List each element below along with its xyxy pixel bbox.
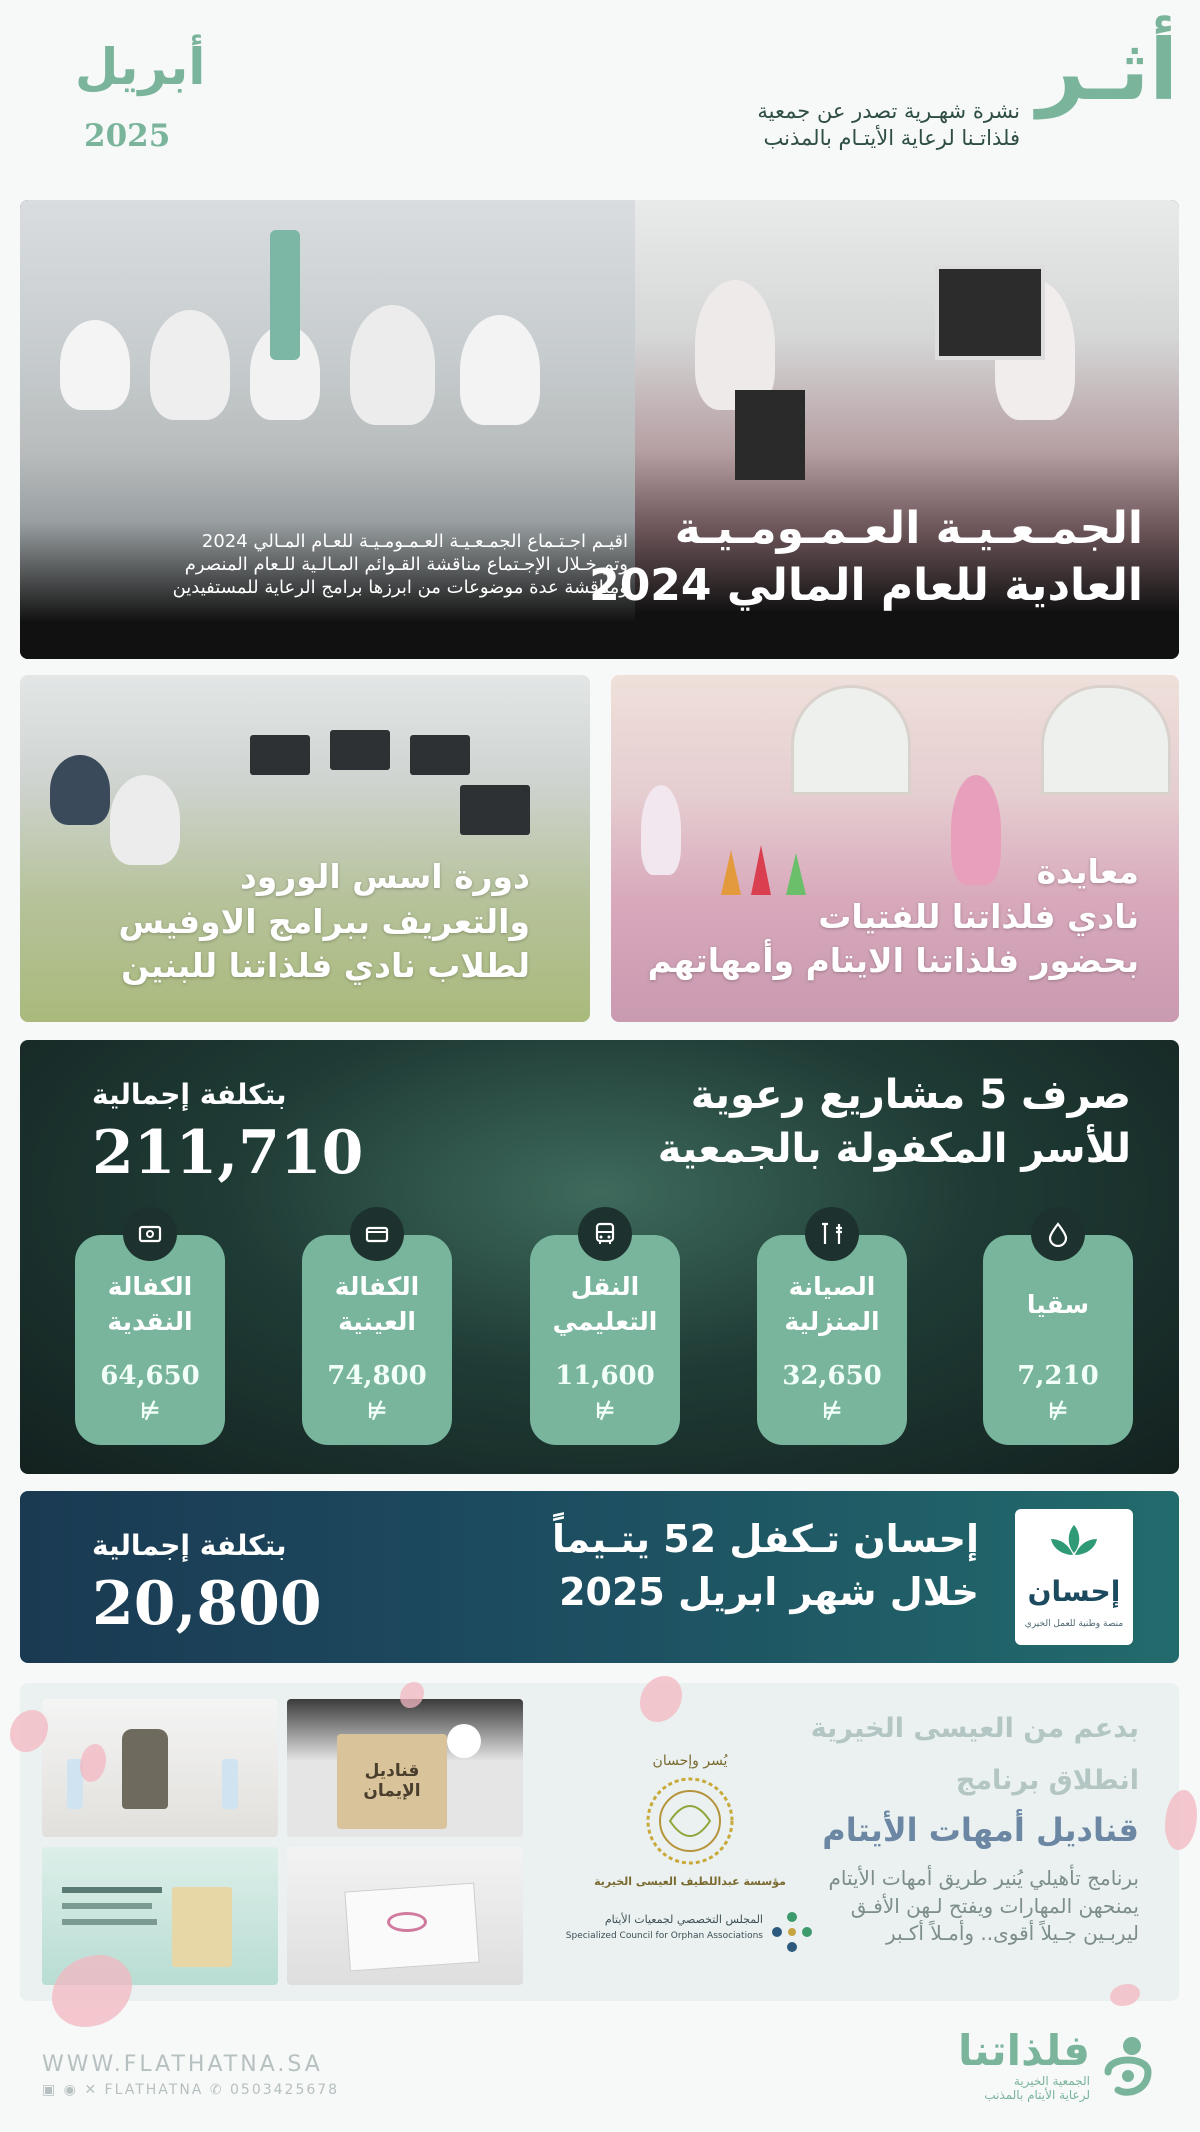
course-line-3: لطلاب نادي فلذاتنا للبنين — [121, 946, 530, 986]
general-assembly-title — [589, 500, 1143, 614]
project-label-2: النقدية — [107, 1307, 193, 1336]
program-photo-logo — [287, 1699, 523, 1837]
program-photo-tea — [42, 1699, 278, 1837]
flathatna-emblem-icon — [1096, 2032, 1160, 2102]
council-name-arabic: المجلس التخصصي لجمعيات الأيتام — [604, 1913, 763, 1926]
ihsan-title — [552, 1513, 979, 1619]
currency-symbol: ⊭ — [366, 1399, 388, 1424]
bus-icon — [578, 1207, 632, 1261]
project-value: 7,210 — [1017, 1361, 1099, 1391]
general-assembly-section — [20, 200, 1179, 659]
course-line-1: دورة اسس الورود — [239, 857, 530, 896]
foundation-name: مؤسسة عبداللطيف العيسى الخيرية — [594, 1875, 786, 1888]
ihsan-total-cost: 20,800 — [92, 1569, 322, 1639]
phone-number[interactable]: 0503425678 — [230, 2082, 340, 2098]
eid-celebration-card — [611, 675, 1179, 1022]
phone-icon: ✆ — [209, 2082, 231, 2098]
project-card-inkind — [302, 1235, 452, 1445]
program-desc-line-2: يمنحهن المهارات ويفتح لـهن الأفـق — [850, 1893, 1139, 1918]
projects-title-line-1: صرف 5 مشاريع رعوية — [690, 1072, 1131, 1118]
project-card-cash — [75, 1235, 225, 1445]
flathatna-subtitle-line-2: لرعاية الأيتام بالمذنب — [984, 2088, 1090, 2103]
flathatna-logo — [930, 2026, 1160, 2106]
project-label-2: التعليمي — [552, 1307, 658, 1336]
ihsan-title-line-1: إحسان تـكفل 52 يتـيماً — [551, 1517, 979, 1561]
header — [0, 0, 1200, 190]
ihsan-leaf-icon — [1039, 1519, 1109, 1575]
program-desc-line-1: برنامج تأهيلي يُنير طريق أمهات الأيتام — [828, 1866, 1139, 1890]
program-name: قناديل أمهات الأيتام — [822, 1811, 1139, 1849]
council-name-english: Specialized Council for Orphan Associations — [565, 1931, 763, 1941]
ihsan-title-line-2: خلال شهر ابريل 2025 — [559, 1570, 979, 1615]
eid-celebration-title — [648, 850, 1139, 984]
project-card-transport — [530, 1235, 680, 1445]
flathatna-subtitle — [984, 2074, 1090, 2103]
project-value: 64,650 — [100, 1361, 200, 1391]
ihsan-logo — [1015, 1509, 1133, 1645]
currency-symbol: ⊭ — [821, 1399, 843, 1424]
eid-line-1: معايدة — [1036, 852, 1139, 891]
project-label-1: الكفالة — [334, 1272, 420, 1301]
social-handle[interactable]: FLATHATNA — [104, 2082, 204, 2098]
course-line-2: والتعريف ببرامج الاوفيس — [118, 901, 530, 941]
social-contact — [42, 2082, 339, 2098]
athar-logo: أثـر — [1036, 21, 1178, 119]
petal-decoration — [1110, 1984, 1140, 2006]
project-value: 11,600 — [555, 1361, 655, 1391]
newsletter-tagline — [757, 98, 1020, 153]
project-value: 32,650 — [782, 1361, 882, 1391]
social-icons: ▣ ◉ ✕ — [42, 2082, 105, 2098]
ihsan-logo-subtitle: منصة وطنية للعمل الخيري — [1024, 1619, 1124, 1629]
project-card-maintenance — [757, 1235, 907, 1445]
tools-icon — [805, 1207, 859, 1261]
cash-icon — [123, 1207, 177, 1261]
foundation-tagline: يُسر وإحسان — [652, 1753, 728, 1769]
office-course-title — [118, 855, 530, 989]
project-card-water — [983, 1235, 1133, 1445]
water-drop-icon — [1031, 1207, 1085, 1261]
issue-year: 2025 — [84, 118, 171, 154]
eid-line-2: نادي فلذاتنا للفتيات — [818, 896, 1139, 936]
website-link[interactable]: WWW.FLATHATNA.SA — [42, 2052, 323, 2077]
projects-title-line-2: للأسر المكفولة بالجمعية — [657, 1126, 1131, 1172]
flathatna-subtitle-line-1: الجمعية الخيرية — [1013, 2074, 1090, 2088]
program-description — [759, 1865, 1139, 1948]
ihsan-cost-label: بتكلفة إجمالية — [92, 1529, 287, 1562]
ihsan-sponsorship-section — [20, 1491, 1179, 1663]
desc-line-2: وتم خـلال الإجـتماع مناقشة القـوائم المـالـية للـعام المنصرم — [184, 554, 628, 576]
foundation-emblem-icon — [635, 1771, 745, 1871]
flathatna-name: فلذاتنا — [958, 2026, 1090, 2075]
ihsan-logo-text: إحسان — [1027, 1575, 1121, 1608]
project-label-2: المنزلية — [784, 1307, 880, 1336]
program-desc-line-3: ليربـين جـيلاً أقوى.. وأمـلاً أكـبر — [885, 1921, 1139, 1946]
office-course-card — [20, 675, 590, 1022]
projects-cost-label: بتكلفة إجمالية — [92, 1078, 287, 1111]
qanadeel-program-section — [20, 1683, 1179, 2001]
currency-symbol: ⊭ — [1047, 1399, 1069, 1424]
issue-month: أبريل — [75, 38, 206, 96]
project-label-1: الكفالة — [107, 1272, 193, 1301]
desc-line-1: اقيـم اجـتـماع الجمـعـيـة العـمـومـيـة للعـام المـالي 2024 — [201, 531, 628, 552]
project-value: 74,800 — [327, 1361, 427, 1391]
program-photo-label: قناديل الإيمان — [363, 1761, 421, 1801]
project-label-1: الصيانة — [788, 1272, 876, 1301]
launch-text: انطلاق برنامج — [955, 1765, 1139, 1796]
eid-line-3: بحضور فلذاتنا الايتام وأمهاتهم — [647, 941, 1139, 981]
support-text: بدعم من العيسى الخيرية — [810, 1713, 1139, 1744]
projects-total-cost: 211,710 — [92, 1118, 364, 1188]
care-projects-title — [658, 1068, 1131, 1176]
currency-symbol: ⊭ — [594, 1399, 616, 1424]
tagline-line-2: فلذاتـنا لرعاية الأيتـام بالمذنب — [763, 126, 1020, 151]
tagline-line-1: نشرة شهـرية تصدر عن جمعية — [757, 99, 1020, 123]
general-assembly-description — [68, 530, 628, 599]
currency-symbol: ⊭ — [139, 1399, 161, 1424]
project-label-2: العينية — [338, 1307, 416, 1336]
care-projects-section — [20, 1040, 1179, 1474]
desc-line-3: ومناقشة عدة موضوعات من ابرزها برامج الرعاية للمستفيدين — [172, 577, 628, 599]
program-photo-book — [287, 1847, 523, 1985]
project-label-1: النقل — [570, 1272, 640, 1301]
title-line-2: العادية للعام المالي 2024 — [589, 560, 1143, 612]
project-label-1: سقيا — [1026, 1290, 1090, 1319]
title-line-1: الجمـعـيـة العـمـومـيـة — [674, 503, 1143, 554]
card-icon — [350, 1207, 404, 1261]
